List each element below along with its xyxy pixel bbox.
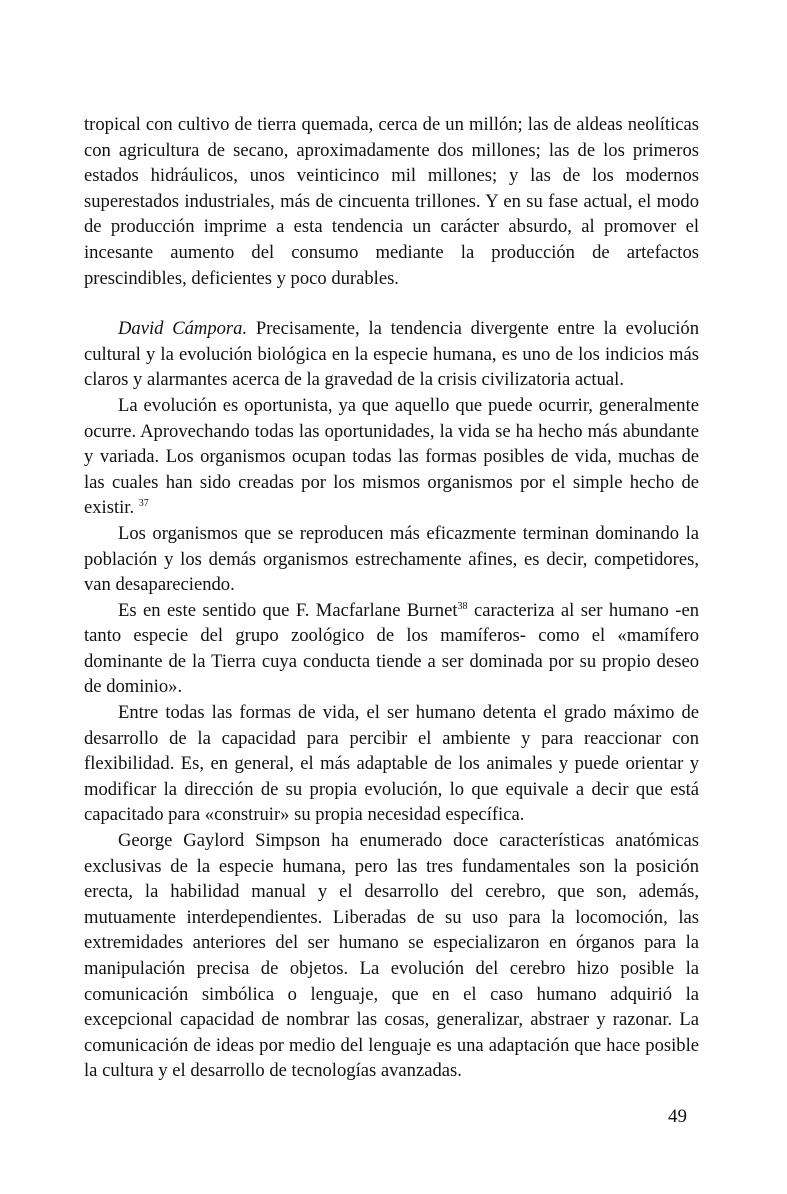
paragraph: Los organismos que se reproducen más eficazmente terminan dominando la población y los demás organismos estrechamente afines, es decir, competidores, van desapareciendo. — [84, 522, 699, 596]
paragraph — [84, 393, 699, 521]
paragraph-text: Es en este sentido que F. Macfarlane Burnet — [118, 599, 458, 621]
page-number: 49 — [668, 1106, 687, 1127]
speaker-name: David Cámpora. — [118, 318, 248, 340]
paragraph-dialogue — [84, 316, 699, 393]
paragraph-text: La evolución es oportunista, ya que aquello que puede ocurrir, generalmente ocurre. Aprovechando todas las oportunidades, la vida se ha hecho más abundante y variada. Los organismos ocupan todas las formas posibles de vida, muchas de las cuales han sido creadas por los mismos organismos por el simple hecho de existir. — [84, 394, 699, 519]
paragraph-text: caracteriza al ser humano -en tanto especie del grupo zoológico de los mamíferos- como el «mamífero dominante de la Tierra cuya conducta tiende a ser dominada por su propio deseo de dominio». — [84, 599, 699, 698]
paragraph-text: Precisamente, la tendencia divergente entre la evolución cultural y la evolución biológica en la especie humana, es uno de los indicios más claros y alarmantes acerca de la gravedad de la crisis civilizatoria actual. — [84, 318, 699, 391]
footnote-marker: 37 — [138, 498, 149, 510]
paragraph — [84, 598, 699, 700]
paragraph: George Gaylord Simpson ha enumerado doce características anatómicas exclusivas de la especie humana, pero las tres fundamentales son la posición erecta, la habilidad manual y el desarrollo del cerebro, que son, además, mutuamente interdependientes. Liberadas de su uso para la locomoción, las extremidades anteriores del ser humano se especializaron en órganos para la manipulación precisa de objetos. La evolución del cerebro hizo posible la comunicación simbólica o lenguaje, que en el caso humano adquirió la excepcional capacidad de nombrar las cosas, generalizar, abstraer y razonar. La comunicación de ideas por medio del lenguaje es una adaptación que hace posible la cultura y el desarrollo de tecnologías avanzadas. — [84, 830, 699, 1082]
footnote-marker: 38 — [457, 600, 468, 612]
paragraph-continuation: tropical con cultivo de tierra quemada, cerca de un millón; las de aldeas neolíticas con agricultura de secano, aproximadamente dos millones; las de los primeros estados hidráulicos, unos veinticinco mil millones; y las de los modernos superestados industriales, más de cincuenta trillones. Y en su fase actual, el modo de producción imprime a esta tendencia un carácter absurdo, al promover el incesante aumento del consumo mediante la producción de artefactos prescindibles, deficientes y poco durables. — [84, 114, 699, 289]
paragraph: Entre todas las formas de vida, el ser humano detenta el grado máximo de desarrollo de la capacidad para percibir el ambiente y para reaccionar con flexibilidad. Es, en general, el más adaptable de los animales y puede orientar y modificar la dirección de su propia evolución, lo que equivale a decir que está capacitado para «construir» su propia necesidad específica. — [84, 702, 699, 826]
page-body — [84, 112, 699, 1084]
